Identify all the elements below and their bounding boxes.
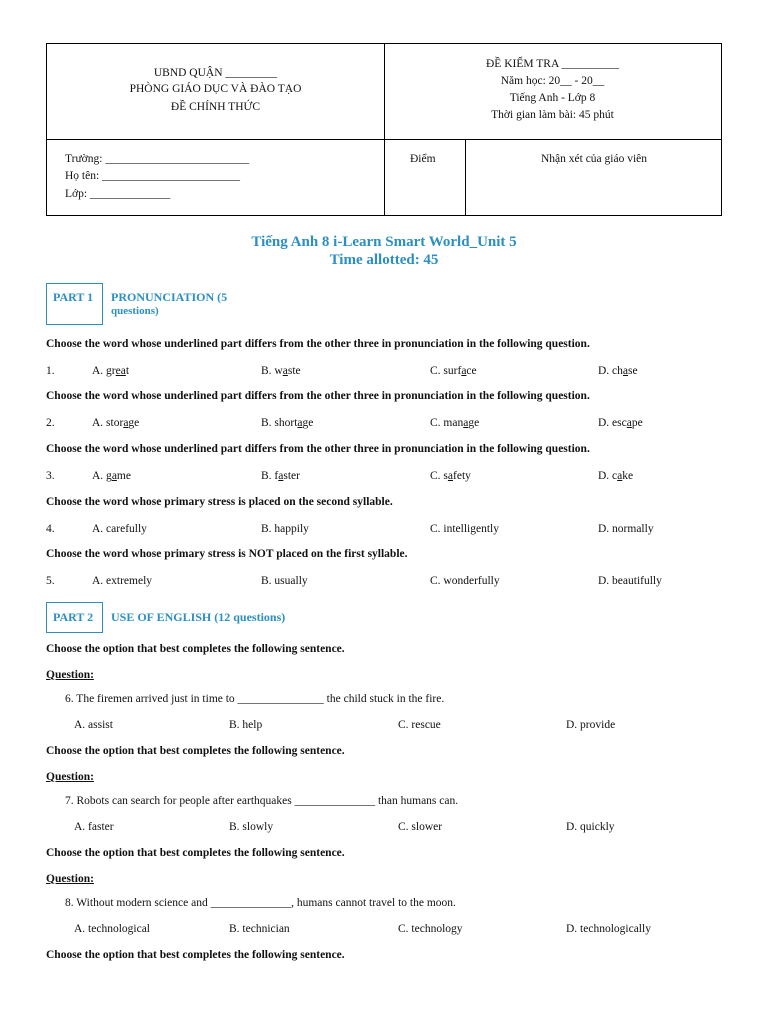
underlined-part: a — [447, 470, 454, 482]
underlined-part: a — [622, 365, 629, 377]
part1-title: PRONUNCIATION (5 — [111, 290, 228, 304]
option-text: ster — [283, 470, 300, 482]
option-text: ge — [128, 417, 140, 429]
name-field: Họ tên: ________________________ — [65, 170, 241, 182]
answer-option[interactable] — [598, 364, 638, 378]
question-number: 1. — [46, 365, 55, 377]
answer-option[interactable]: A. faster — [74, 821, 114, 833]
option-text: D. beautifully — [598, 575, 662, 587]
district-line: UBND QUẬN _________ — [153, 67, 278, 79]
answer-option[interactable]: B. technician — [229, 923, 290, 935]
option-text: B. w — [261, 365, 283, 377]
option-text: B. f — [261, 470, 279, 482]
part1-box: PART 1 — [46, 283, 103, 325]
option-text: ke — [622, 470, 634, 482]
answer-option[interactable]: C. slower — [398, 821, 443, 833]
instruction: Choose the word whose primary stress is placed on the second syllable. — [46, 496, 393, 508]
underlined-part: a — [123, 417, 129, 429]
answer-option[interactable] — [430, 574, 500, 588]
answer-option[interactable] — [261, 522, 309, 536]
instruction: Choose the option that best completes the following sentence. — [46, 847, 345, 859]
part2-box: PART 2 — [46, 602, 103, 633]
time-limit: Thời gian làm bài: 45 phút — [491, 109, 614, 121]
answer-option[interactable] — [92, 364, 129, 378]
exam-title: ĐỀ KIỂM TRA __________ — [486, 58, 619, 70]
score-label: Điểm — [410, 153, 436, 165]
answer-option[interactable] — [430, 416, 479, 430]
option-text: A. extremely — [92, 575, 153, 587]
option-text: A. gr — [92, 365, 116, 377]
class-field: Lớp: ______________ — [65, 188, 171, 200]
answer-option[interactable]: D. provide — [566, 719, 616, 731]
underlined-part: a — [463, 417, 469, 429]
answer-option[interactable] — [92, 522, 147, 536]
instruction: Choose the option that best completes the following sentence. — [46, 745, 345, 757]
instruction: Choose the word whose underlined part differs from the other three in pronunciation in the following question. — [46, 443, 590, 455]
answer-option[interactable] — [598, 416, 643, 430]
instruction: Choose the option that best completes the following sentence. — [46, 949, 345, 961]
question-number: 5. — [46, 575, 55, 587]
school-field: Trường: _________________________ — [65, 153, 250, 165]
answer-option[interactable]: A. technological — [74, 923, 151, 935]
part2-title: USE OF ENGLISH (12 questions) — [111, 610, 286, 624]
underlined-part: ea — [115, 365, 126, 377]
option-text: A. carefully — [92, 523, 147, 535]
answer-option[interactable] — [261, 364, 301, 378]
answer-option[interactable] — [430, 364, 477, 378]
question-text: 8. Without modern science and ______________, humans cannot travel to the moon. — [65, 897, 456, 909]
underlined-part: a — [617, 470, 623, 482]
answer-option[interactable] — [261, 469, 300, 483]
option-text: C. wonderfully — [430, 575, 500, 587]
question-number: 4. — [46, 523, 55, 535]
option-text: B. usually — [261, 575, 308, 587]
table-divider — [465, 139, 466, 216]
answer-option[interactable]: C. rescue — [398, 719, 441, 731]
subject-grade: Tiếng Anh - Lớp 8 — [509, 92, 596, 104]
option-text: C. man — [430, 417, 464, 429]
instruction: Choose the word whose underlined part differs from the other three in pronunciation in the following question. — [46, 338, 590, 350]
answer-option[interactable] — [261, 416, 313, 430]
answer-option[interactable] — [598, 522, 654, 536]
option-text: ce — [466, 365, 477, 377]
school-year: Năm học: 20__ - 20__ — [500, 75, 605, 87]
question-number: 2. — [46, 417, 55, 429]
question-number: 3. — [46, 470, 55, 482]
answer-option[interactable] — [430, 522, 499, 536]
option-text: se — [628, 365, 638, 377]
answer-option[interactable]: C. technology — [398, 923, 463, 935]
question-label: Question: — [46, 669, 94, 681]
part1-title-cont: questions) — [111, 305, 159, 317]
option-text: D. ch — [598, 365, 623, 377]
question-text: 6. The firemen arrived just in time to _______________ the child stuck in the fire. — [65, 693, 445, 705]
answer-option[interactable]: D. quickly — [566, 821, 615, 833]
option-text: D. esc — [598, 417, 627, 429]
underlined-part: a — [626, 417, 632, 429]
answer-option[interactable]: B. slowly — [229, 821, 274, 833]
underlined-part: a — [282, 365, 288, 377]
question-label: Question: — [46, 873, 94, 885]
option-text: A. stor — [92, 417, 124, 429]
answer-option[interactable] — [430, 469, 471, 483]
teacher-comment-label: Nhận xét của giáo viên — [540, 153, 647, 165]
option-text: t — [125, 365, 130, 377]
option-text: pe — [631, 417, 643, 429]
option-text: me — [116, 470, 131, 482]
option-text: ste — [287, 365, 301, 377]
option-text: C. s — [430, 470, 448, 482]
answer-option[interactable] — [261, 574, 308, 588]
option-text: C. intelligently — [430, 523, 499, 535]
underlined-part: a — [297, 417, 303, 429]
answer-option[interactable] — [598, 469, 633, 483]
answer-option[interactable]: B. help — [229, 719, 263, 731]
official-exam-line: ĐỀ CHÍNH THỨC — [170, 101, 261, 113]
instruction: Choose the option that best completes the following sentence. — [46, 643, 345, 655]
instruction: Choose the word whose primary stress is NOT placed on the first syllable. — [46, 548, 408, 560]
underlined-part: a — [278, 470, 284, 482]
underlined-part: a — [461, 365, 467, 377]
option-text: D. normally — [598, 523, 654, 535]
answer-option[interactable]: A. assist — [74, 719, 113, 731]
page-subtitle: Time allotted: 45 — [329, 252, 439, 268]
answer-option[interactable] — [92, 469, 131, 483]
option-text: A. g — [92, 470, 112, 482]
answer-option[interactable] — [92, 416, 139, 430]
option-text: B. short — [261, 417, 298, 429]
option-text: C. surf — [430, 365, 462, 377]
answer-option[interactable] — [92, 574, 152, 588]
answer-option[interactable]: D. technologically — [566, 923, 651, 935]
option-text: ge — [302, 417, 314, 429]
option-text: fety — [453, 470, 471, 482]
question-label: Question: — [46, 771, 94, 783]
option-text: ge — [468, 417, 480, 429]
department-line: PHÒNG GIÁO DỤC VÀ ĐÀO TẠO — [129, 83, 302, 95]
question-text: 7. Robots can search for people after earthquakes ______________ than humans can. — [65, 795, 459, 807]
instruction: Choose the word whose underlined part differs from the other three in pronunciation in the following question. — [46, 390, 590, 402]
option-text: B. happily — [261, 523, 309, 535]
option-text: D. c — [598, 470, 618, 482]
answer-option[interactable] — [598, 574, 662, 588]
table-divider — [47, 139, 722, 140]
underlined-part: a — [111, 470, 117, 482]
page-title: Tiếng Anh 8 i-Learn Smart World_Unit 5 — [251, 234, 517, 250]
